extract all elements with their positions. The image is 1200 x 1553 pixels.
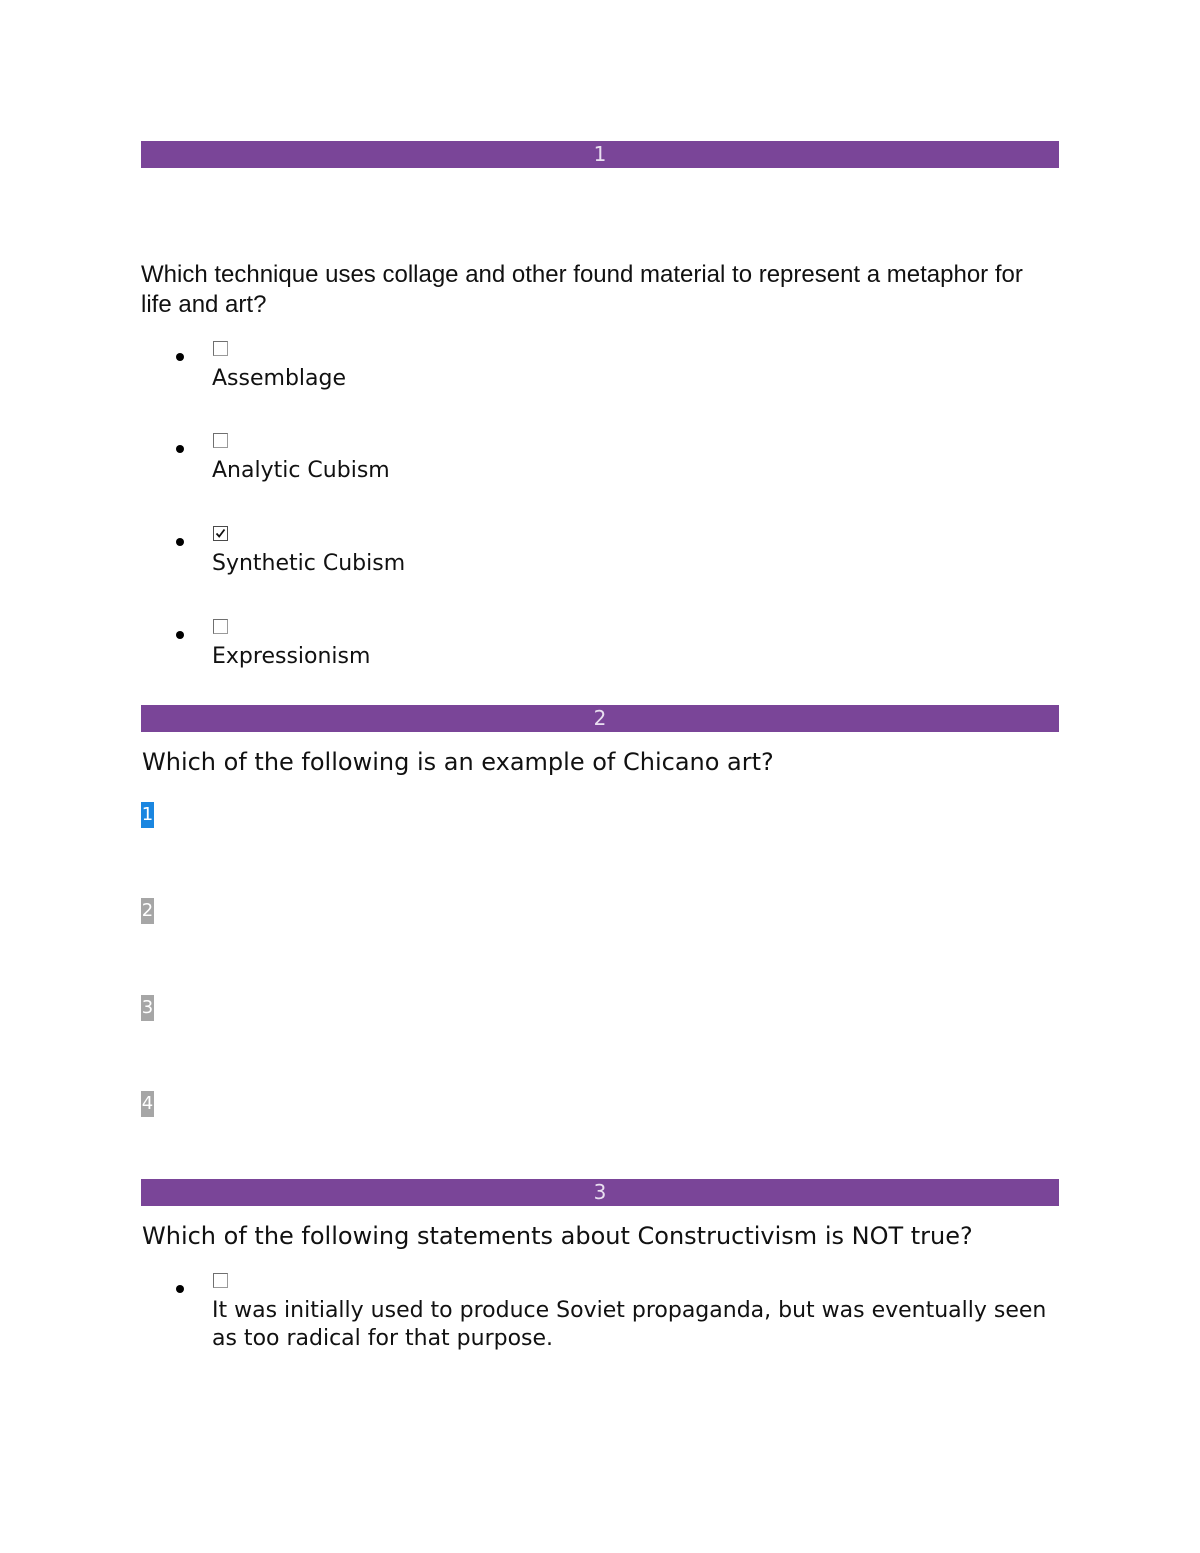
question-prompt-1: Which technique uses collage and other found material to represent a metaphor for life and art? <box>141 261 1023 318</box>
answer-label: Assemblage <box>212 366 346 391</box>
question-number: 1 <box>593 142 607 166</box>
bullet-icon <box>176 1285 184 1293</box>
answer-label: Expressionism <box>212 644 371 669</box>
image-option-tab-3[interactable]: 3 <box>141 995 154 1021</box>
checkbox[interactable] <box>213 619 228 634</box>
question-header-1 <box>141 141 1059 168</box>
image-option-tab-2[interactable]: 2 <box>141 898 154 924</box>
checkbox[interactable] <box>213 433 228 448</box>
bullet-icon <box>176 631 184 639</box>
question-number: 3 <box>593 1180 607 1204</box>
question-header-2 <box>141 705 1059 732</box>
bullet-icon <box>176 538 184 546</box>
answer-label: Synthetic Cubism <box>212 551 406 576</box>
question-prompt-3: Which of the following statements about Constructivism is NOT true? <box>142 1222 973 1250</box>
bullet-icon <box>176 353 184 361</box>
answer-label: It was initially used to produce Soviet propaganda, but was eventually seen as too radical for that purpose. <box>212 1298 1047 1351</box>
image-option-tab-1[interactable]: 1 <box>141 802 154 828</box>
checkbox[interactable] <box>213 341 228 356</box>
bullet-icon <box>176 445 184 453</box>
question-prompt-2: Which of the following is an example of Chicano art? <box>142 748 774 776</box>
answer-label: Analytic Cubism <box>212 458 390 483</box>
checkbox[interactable] <box>213 1273 228 1288</box>
image-option-tab-4[interactable]: 4 <box>141 1091 154 1117</box>
question-header-3 <box>141 1179 1059 1206</box>
checkmark-icon <box>215 528 226 539</box>
checkbox-checked[interactable] <box>213 526 228 541</box>
question-number: 2 <box>593 706 607 730</box>
